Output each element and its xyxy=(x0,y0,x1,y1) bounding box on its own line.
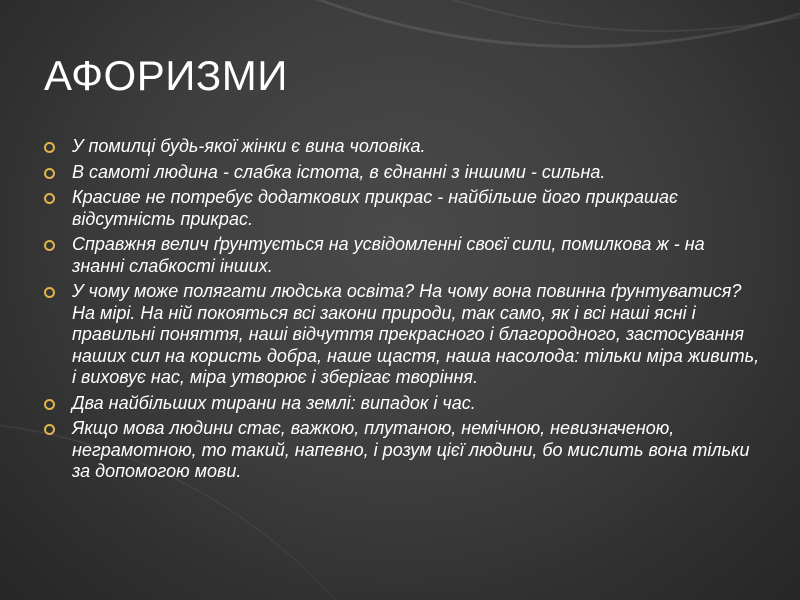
list-item-text: Справжня велич ґрунтується на усвідомленні своєї сили, помилкова ж - на знанні слабкості інших. xyxy=(72,234,705,276)
ring-bullet-icon xyxy=(44,234,72,251)
decorative-arc xyxy=(0,0,800,32)
list-item xyxy=(44,162,760,184)
ring-bullet-icon xyxy=(44,187,72,204)
ring-bullet-icon xyxy=(44,136,72,153)
list-item-text: В самоті людина - слабка істота, в єднанні з іншими - сильна. xyxy=(72,161,606,182)
list-item xyxy=(44,393,760,415)
list-item-text: У чому може полягати людська освіта? На чому вона повинна ґрунтуватися? На мірі. На ній покояться всі закони природи, так само, як і всі наші ясні і правильні поняття, наші відчуття прекрасного і благородного, застосування наших сил на користь добра, наше щастя, наша насолода: тільки міра живить, і виховує нас, міра утворює і зберігає творіння. xyxy=(72,281,760,387)
list-item-text: Красиве не потребує додаткових прикрас - найбільше його прикрашає відсутність прикрас. xyxy=(72,187,678,229)
aphorism-list xyxy=(44,136,760,487)
decorative-arc xyxy=(0,0,800,48)
list-item xyxy=(44,136,760,158)
list-item xyxy=(44,234,760,277)
list-item xyxy=(44,281,760,389)
list-item-text: Два найбільших тирани на землі: випадок і час. xyxy=(72,392,476,413)
list-item xyxy=(44,187,760,230)
list-item-text: Якщо мова людини стає, важкою, плутаною, немічною, невизначеною, неграмотною, то такий, напевно, і розум цієї людини, бо мислить вона тільки за допомогою мови. xyxy=(72,418,750,481)
slide-title: АФОРИЗМИ xyxy=(44,52,288,99)
ring-bullet-icon xyxy=(44,393,72,410)
list-item xyxy=(44,418,760,483)
list-item-text: У помилці будь-якої жінки є вина чоловіка. xyxy=(72,136,426,156)
ring-bullet-icon xyxy=(44,281,72,298)
ring-bullet-icon xyxy=(44,162,72,179)
ring-bullet-icon xyxy=(44,418,72,435)
